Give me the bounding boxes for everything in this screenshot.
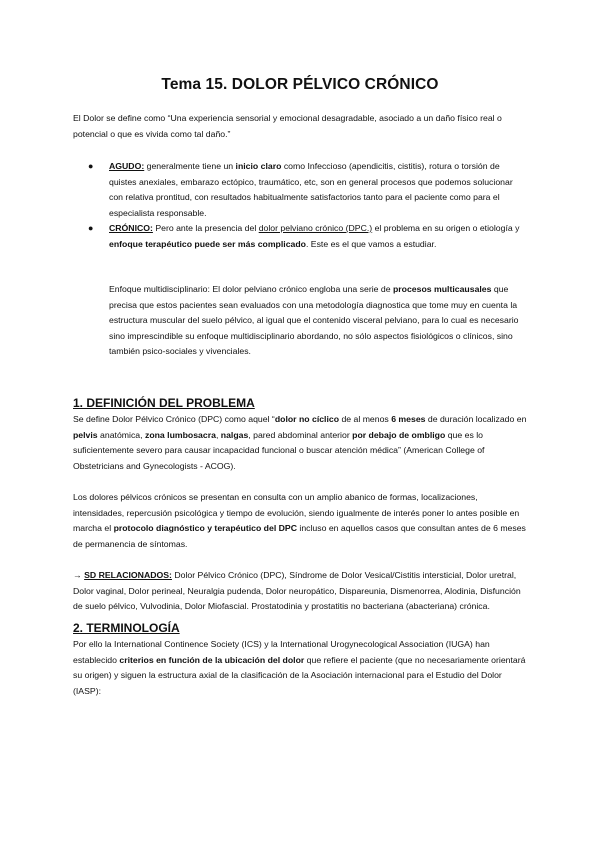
def-text-6: , pared abdominal anterior [248,429,353,440]
bullet-marker: ● [88,161,94,171]
def-text-2: de al menos [339,414,392,424]
related-text: Dolor Pélvico Crónico (DPC), Síndrome de Dolor Vesical/Cistitis intersticial, Dolor uretral, Dolor vaginal, Dolor perineal, Neuralgia pudenda, Dolor neuropático, Dispareunia, Dismenorrea, Alodinia, Disfunción de suelo pélvico, Vulvodinia, Dolor Miofascial. Prostatodinia y prostatitis no bacteriana (abacteriana) crónica. [73,570,521,612]
multidisciplinary-paragraph [109,282,529,360]
bullet-agudo [109,159,529,221]
related-syndromes-paragraph [73,568,528,615]
agudo-bold-1: inicio claro [235,161,282,171]
def-bold-1: dolor no cíclico [274,414,340,424]
def-bold-2: 6 meses [391,414,426,424]
page-title: Tema 15. DOLOR PÉLVICO CRÓNICO [161,76,439,93]
def-text-3: de duración localizado en [425,414,527,424]
bullet-cronico [109,221,529,252]
cronico-label: CRÓNICO: [109,223,153,233]
arrow-icon: → [73,570,85,580]
term-text-1: Por ello la International Continence Society (ICS) y la International Urogynecological Association (IUGA) han establecido [73,639,490,665]
def-text-1: Se define Dolor Pélvico Crónico (DPC) como aquel “ [73,414,275,424]
section-2-heading: 2. TERMINOLOGÍA [73,621,180,635]
def-bold-3: pelvis [73,429,98,440]
multi-bold-1: procesos multicausales [392,284,492,294]
def-bold-4: zona lumbosacra [144,429,216,440]
terminology-paragraph [73,637,528,699]
cronico-text-3: . Este es el que vamos a estudiar. [305,238,437,249]
def-bold-5: nalgas [220,429,249,440]
def-text-5: , [215,429,221,440]
agudo-text-2: como Infeccioso (apendicitis, cistitis), rotura o torsión de quistes anexiales, embarazo ectópico, traumático, etc, son en general procesos que podemos solucionar con relativa prontitud, con resultados habitualmente satisfactorios tanto para el paciente como para el especialista responsable. [109,161,513,218]
cronico-bold-1: enfoque terapéutico puede ser más complicado [109,238,306,249]
multi-text-2: que precisa que estos pacientes sean evaluados con una metodología diagnostica que tome muy en cuenta la estructura muscular del suelo pélvico, al igual que el contenido visceral pelviano, para lo cual es necesario sino imprescindible su enfoque multidisciplinario abordando, no sólo aspectos fisiológicos o clínicos, sino también psico-sociales y vivenciales. [109,284,519,357]
cronico-text-2: el problema en su origen o etiología y [372,223,520,233]
pres-text-1: Los dolores pélvicos crónicos se presentan en consulta con un amplio abanico de formas, localizaciones, intensidades, repercusión psicológica y tiempo de evolución, siendo igualmente de interés poner lo antes posible en marcha el [73,492,520,534]
def-text-7: que es lo suficientemente severo para causar incapacidad funcional o buscar atención médica” (American College of Obstetricians and Gynecologists - ACOG). [73,429,485,471]
agudo-label: AGUDO: [109,161,145,171]
related-label: SD RELACIONADOS: [84,570,172,580]
pres-text-2: incluso en aquellos casos que consultan antes de 6 meses de permanencia de síntomas. [73,523,526,549]
cronico-underlined: dolor pelviano crónico (DPC.) [258,223,373,233]
term-bold-1: criterios en función de la ubicación del dolor [119,654,305,665]
multi-text-1: Enfoque multidisciplinario: El dolor pelviano crónico engloba una serie de [109,284,393,294]
definition-paragraph [73,412,528,474]
term-text-2: que refiere el paciente (que no necesariamente orientará su origen) y siguen la estructura axial de la clasificación de la Asociación internacional para el Estudio del Dolor (IASP): [73,654,526,696]
def-bold-6: por debajo de ombligo [352,429,446,440]
presentation-paragraph [73,490,528,552]
section-1-heading: 1. DEFINICIÓN DEL PROBLEMA [73,396,255,410]
intro-paragraph: El Dolor se define como “Una experiencia sensorial y emocional desagradable, asociado a un daño físico real o potencial o que es vivida como tal daño.” [73,113,502,139]
cronico-text-1: Pero ante la presencia del [152,223,259,233]
def-text-4: anatómica, [97,429,145,440]
bullet-marker: ● [88,223,94,233]
pres-bold-1: protocolo diagnóstico y terapéutico del DPC [113,523,297,534]
agudo-text-1: generalmente tiene un [144,161,236,171]
